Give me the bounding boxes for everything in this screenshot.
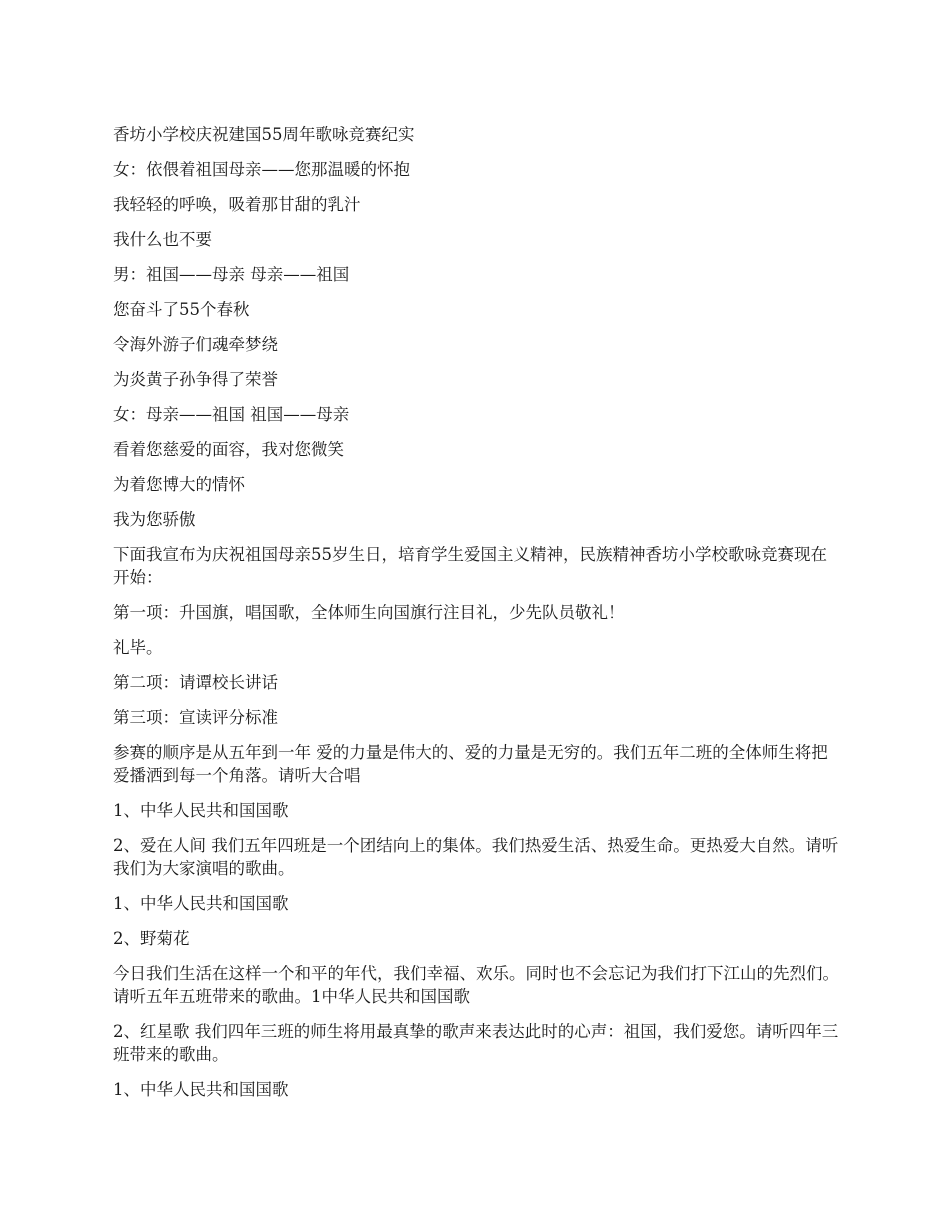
paragraph: 为着您博大的情怀 xyxy=(113,475,245,494)
paragraph: 2、爱在人间 我们五年四班是一个团结向上的集体。我们热爱生活、热爱生命。更热爱大自然。请听我们为大家演唱的歌曲。 xyxy=(113,836,839,878)
paragraph: 看着您慈爱的面容，我对您微笑 xyxy=(113,440,344,459)
paragraph: 1、中华人民共和国国歌 xyxy=(113,1080,289,1099)
document-title: 香坊小学校庆祝建国55周年歌咏竞赛纪实 xyxy=(113,125,415,144)
paragraph: 1、中华人民共和国国歌 xyxy=(113,894,289,913)
paragraph: 第二项：请谭校长讲话 xyxy=(113,673,278,692)
paragraph: 今日我们生活在这样一个和平的年代，我们幸福、欢乐。同时也不会忘记为我们打下江山的先烈们。请听五年五班带来的歌曲。1中华人民共和国国歌 xyxy=(113,964,839,1006)
paragraph: 我轻轻的呼唤，吸着那甘甜的乳汁 xyxy=(113,195,361,214)
paragraph: 参赛的顺序是从五年到一年 爱的力量是伟大的、爱的力量是无穷的。我们五年二班的全体师生将把爱播洒到每一个角落。请听大合唱 xyxy=(113,743,828,785)
paragraph: 第一项：升国旗，唱国歌，全体师生向国旗行注目礼，少先队员敬礼！ xyxy=(113,603,625,622)
paragraph: 女：依偎着祖国母亲——您那温暖的怀抱 xyxy=(113,160,410,179)
document-body xyxy=(113,123,843,1113)
paragraph: 2、野菊花 xyxy=(113,929,190,948)
paragraph: 1、中华人民共和国国歌 xyxy=(113,801,289,820)
paragraph: 为炎黄子孙争得了荣誉 xyxy=(113,370,278,389)
paragraph: 女：母亲——祖国 祖国——母亲 xyxy=(113,405,350,424)
paragraph: 礼毕。 xyxy=(113,638,163,657)
paragraph: 令海外游子们魂牵梦绕 xyxy=(113,335,278,354)
paragraph: 我为您骄傲 xyxy=(113,510,196,529)
paragraph: 您奋斗了55个春秋 xyxy=(113,300,250,319)
paragraph: 第三项：宣读评分标准 xyxy=(113,708,278,727)
paragraph: 2、红星歌 我们四年三班的师生将用最真挚的歌声来表达此时的心声：祖国，我们爱您。请听四年三班带来的歌曲。 xyxy=(113,1022,839,1064)
paragraph: 男：祖国——母亲 母亲——祖国 xyxy=(113,265,350,284)
paragraph: 我什么也不要 xyxy=(113,230,212,249)
paragraph: 下面我宣布为庆祝祖国母亲55岁生日，培育学生爱国主义精神，民族精神香坊小学校歌咏竞赛现在开始： xyxy=(113,545,827,587)
